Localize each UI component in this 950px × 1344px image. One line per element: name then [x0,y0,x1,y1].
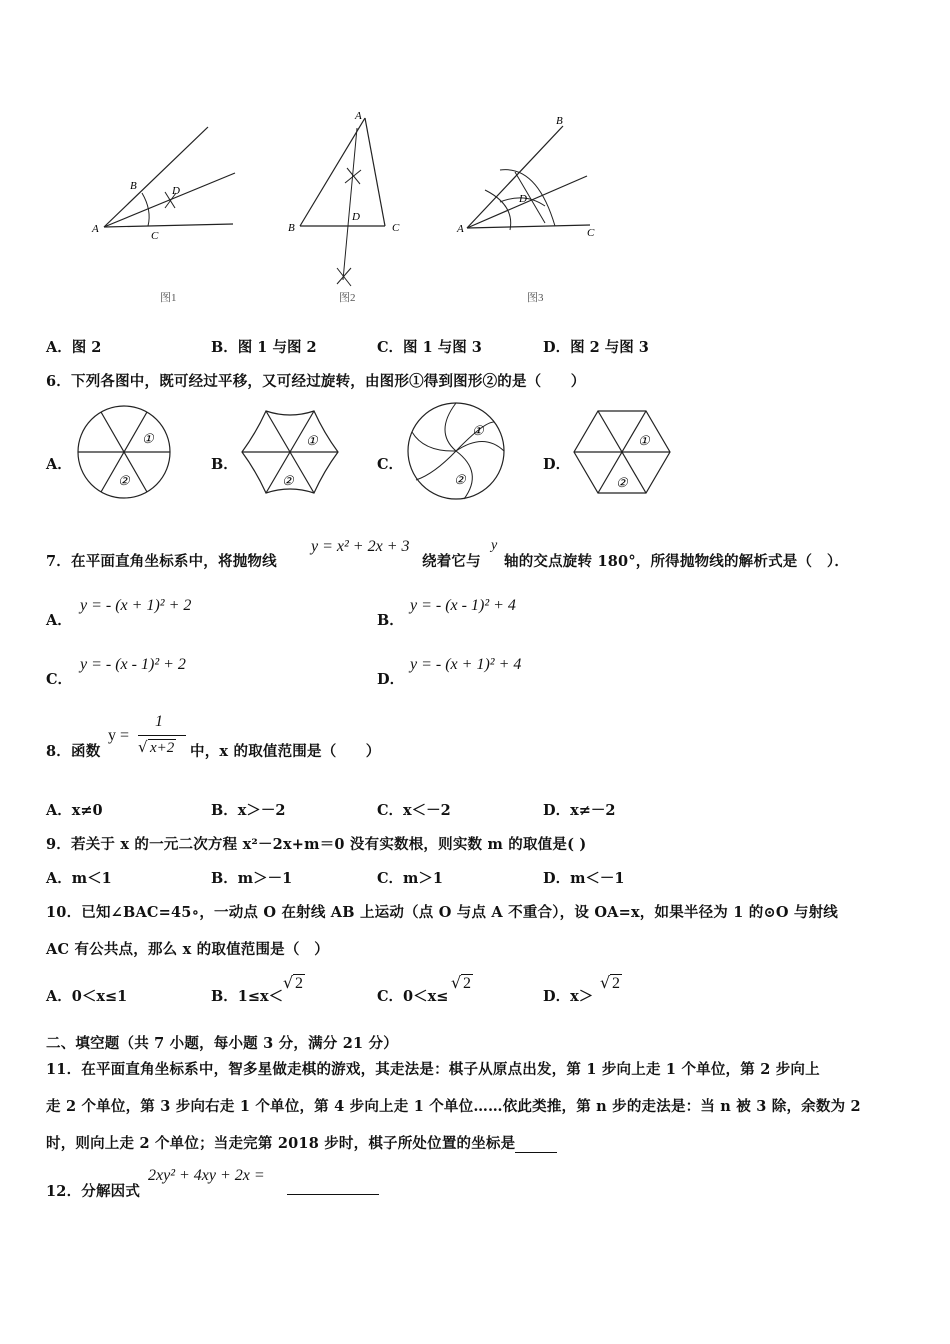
q6d-mark2: ② [616,475,628,490]
fig2-label-b: B [288,222,295,234]
q11-stem-line2: 走 2 个单位，第 3 步向右走 1 个单位，第 4 步向上走 1 个单位……依此类推，第 n 步的走法是：当 n 被 3 除，余数为 2 [46,1098,861,1115]
fig3-label-a: A [457,223,464,235]
q11-stem-line1: 11．在平面直角坐标系中，智多星做走棋的游戏，其走法是：棋子从原点出发，第 1 步向上走 1 个单位，第 2 步向上 [46,1061,820,1078]
q8-func-denominator: x+2 [150,740,175,756]
q10-option-b-text: B．1≤x＜ [211,988,284,1005]
q6c-mark1: ① [472,423,484,438]
fig3-label-d: D [519,193,527,205]
q10-option-c[interactable] [377,985,448,1006]
q10c-radicand: 2 [463,975,471,992]
fig1-label-c: C [151,230,159,242]
q6-figure-a [74,405,174,501]
q10c-sqrt-sign: √ [451,973,462,992]
q12-expression: 2xy² + 4xy + 2x = [148,1167,265,1184]
q8-option-c[interactable]: C．x＜－2 [377,802,451,819]
figure-1 [90,105,250,245]
q10d-sqrt-sign: √ [600,973,611,992]
q10b-radicand: 2 [295,975,303,992]
q5-option-b[interactable]: B．图 1 与图 2 [211,339,317,356]
q7-parabola: y = x² + 2x + 3 [311,538,410,555]
q11-line3-text: 时，则向上走 2 个单位；当走完第 2018 步时，棋子所处位置的坐标是 [46,1135,516,1152]
q9-option-b[interactable]: B．m＞－1 [211,870,293,887]
section-2-heading: 二、填空题（共 7 小题，每小题 3 分，满分 21 分） [46,1035,398,1052]
q7-option-c[interactable]: y = - (x - 1)² + 2 [80,656,186,673]
q10-option-c-text: C．0＜x≤ [377,988,449,1005]
q8-func-numerator: 1 [155,713,163,730]
q12-answer-blank[interactable] [287,1180,379,1195]
q6b-mark2: ② [282,473,294,488]
fig1-caption: 图1 [160,292,177,304]
q8-option-d[interactable]: D．x≠－2 [543,802,616,819]
fraction-bar [138,735,186,736]
q8-stem-post: 中，x 的取值范围是（ ） [190,743,381,760]
q7-stem-mid: 绕着它与 [422,553,481,570]
q11-stem-line3 [46,1132,557,1153]
q8-func-lhs: y = [108,727,130,744]
fig2-label-a: A [355,110,362,122]
q5-option-d[interactable]: D．图 2 与图 3 [543,339,649,356]
q7-option-c-label[interactable]: C． [46,671,73,688]
q9-stem: 9．若关于 x 的一元二次方程 x²－2x+m＝0 没有实数根，则实数 m 的取值是( ) [46,836,587,853]
q6-figure-b [238,405,342,501]
q10b-sqrt-sign: √ [283,973,294,992]
q10-option-d[interactable] [543,985,593,1006]
q10d-radicand: 2 [612,975,620,992]
q8-sqrt-sign: √ [138,738,148,756]
q6a-mark1: ① [142,431,154,446]
q6-figure-c [404,402,508,502]
q7-option-a-label[interactable]: A． [46,612,72,629]
q6-option-d-label[interactable]: D． [543,456,571,473]
q6a-mark2: ② [118,473,130,488]
figure-2 [285,108,410,288]
q7-axis: y [491,538,498,553]
fig1-label-d: D [172,185,180,197]
q7-option-d-label[interactable]: D． [377,671,405,688]
q7-stem-post: 轴的交点旋转 180°，所得抛物线的解析式是（ ）． [504,553,850,570]
q10-option-a[interactable]: A．0＜x≤1 [46,988,128,1005]
q10-option-d-text: D．x＞ [543,988,594,1005]
q11-answer-blank[interactable] [515,1135,557,1153]
q6d-mark1: ① [638,433,650,448]
fig1-label-b: B [130,180,137,192]
q9-option-d[interactable]: D．m＜－1 [543,870,625,887]
fig2-label-d: D [352,211,360,223]
q6-option-c-label[interactable]: C． [377,456,404,473]
q7-option-a[interactable]: y = - (x + 1)² + 2 [80,597,192,614]
q8-option-b[interactable]: B．x＞－2 [211,802,286,819]
q7-option-b-label[interactable]: B． [377,612,404,629]
fig2-label-c: C [392,222,400,234]
fig3-label-c: C [587,227,595,239]
fig1-label-a: A [92,223,99,235]
q6b-mark1: ① [306,433,318,448]
q10-option-b[interactable] [211,985,283,1006]
q7-option-d[interactable]: y = - (x + 1)² + 4 [410,656,522,673]
q5-option-a[interactable]: A．图 2 [46,339,102,356]
figure-3 [455,110,605,250]
q6-figure-d [570,405,674,501]
q10-stem-line2: AC 有公共点，那么 x 的取值范围是（ ） [46,941,329,958]
q9-option-a[interactable]: A．m＜1 [46,870,112,887]
q6-option-b-label[interactable]: B． [211,456,238,473]
q7-stem-pre: 7．在平面直角坐标系中，将抛物线 [46,553,277,570]
q8-option-a[interactable]: A．x≠0 [46,802,103,819]
q9-option-c[interactable]: C．m＞1 [377,870,443,887]
q6-stem: 6．下列各图中，既可经过平移，又可经过旋转，由图形①得到图形②的是（ ） [46,373,586,390]
q6c-mark2: ② [454,472,466,487]
q8-stem-pre: 8．函数 [46,743,101,760]
fig2-caption: 图2 [339,292,356,304]
fig3-caption: 图3 [527,292,544,304]
fig3-label-b: B [556,115,563,127]
q7-option-b[interactable]: y = - (x - 1)² + 4 [410,597,516,614]
q10-stem-line1: 10．已知∠BAC=45∘，一动点 O 在射线 AB 上运动（点 O 与点 A 不重合），设 OA=x，如果半径为 1 的⊙O 与射线 [46,904,839,921]
q12-stem: 12．分解因式 [46,1183,141,1200]
q5-option-c[interactable]: C．图 1 与图 3 [377,339,482,356]
q6-option-a-label[interactable]: A． [46,456,72,473]
